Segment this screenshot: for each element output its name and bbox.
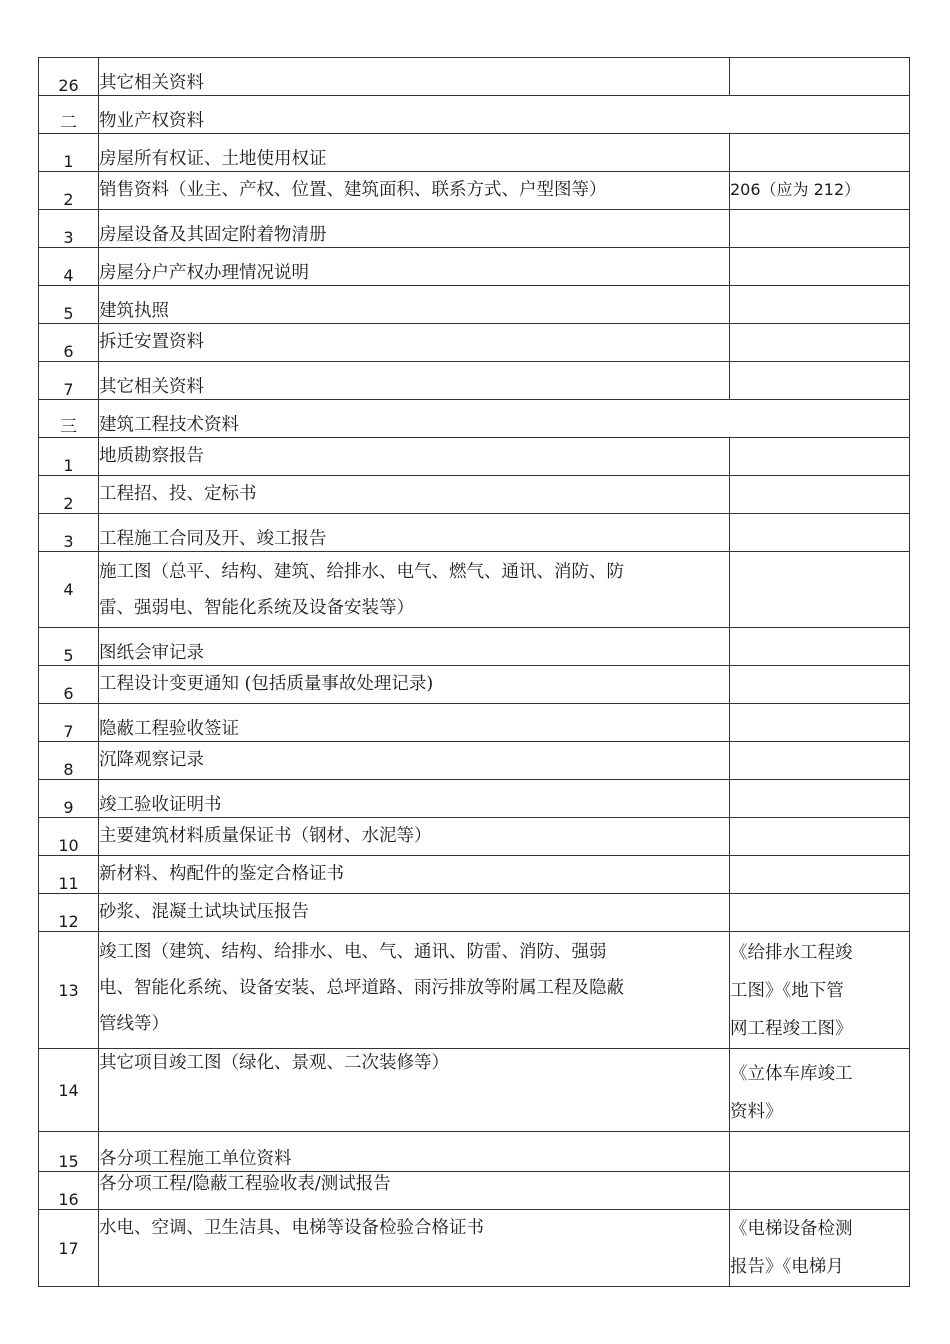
table-row <box>39 514 910 552</box>
row-note <box>730 476 910 514</box>
row-number: 5 <box>39 286 99 324</box>
table-row <box>39 476 910 514</box>
row-number: 8 <box>39 742 99 780</box>
row-content: 其它相关资料 <box>99 362 730 400</box>
table-row <box>39 818 910 856</box>
row-content: 地质勘察报告 <box>99 438 730 476</box>
row-number: 7 <box>39 362 99 400</box>
note-line: 资料》 <box>730 1102 783 1122</box>
row-note <box>730 666 910 704</box>
document-table <box>38 57 910 1287</box>
section-title: 物业产权资料 <box>99 96 910 134</box>
row-note <box>730 1132 910 1172</box>
row-number: 14 <box>39 1049 99 1132</box>
row-content: 新材料、构配件的鉴定合格证书 <box>99 856 730 894</box>
content-line: 电、智能化系统、设备安装、总坪道路、雨污排放等附属工程及隐蔽 <box>99 978 624 998</box>
row-note <box>730 818 910 856</box>
row-number: 17 <box>39 1210 99 1287</box>
table-row <box>39 1210 910 1287</box>
row-number: 16 <box>39 1172 99 1210</box>
row-number: 4 <box>39 552 99 628</box>
row-content <box>99 552 730 628</box>
row-number: 2 <box>39 476 99 514</box>
table-row <box>39 1172 910 1210</box>
row-number: 3 <box>39 514 99 552</box>
row-number: 26 <box>39 58 99 96</box>
table-row <box>39 248 910 286</box>
row-content: 主要建筑材料质量保证书（钢材、水泥等） <box>99 818 730 856</box>
row-content: 竣工验收证明书 <box>99 780 730 818</box>
row-note: 206（应为 212） <box>730 172 910 210</box>
row-number: 1 <box>39 438 99 476</box>
row-content: 房屋所有权证、土地使用权证 <box>99 134 730 172</box>
note-line: 《电梯设备检测 <box>730 1219 853 1239</box>
section-number: 二 <box>39 96 99 134</box>
row-content: 拆迁安置资料 <box>99 324 730 362</box>
content-line: 竣工图（建筑、结构、给排水、电、气、通讯、防雷、消防、强弱 <box>99 942 607 962</box>
row-content: 其它相关资料 <box>99 58 730 96</box>
row-note <box>730 856 910 894</box>
row-number: 13 <box>39 932 99 1049</box>
note-line: 《立体车库竣工 <box>730 1064 853 1084</box>
row-note <box>730 248 910 286</box>
table-row <box>39 628 910 666</box>
row-note <box>730 894 910 932</box>
row-content: 砂浆、混凝土试块试压报告 <box>99 894 730 932</box>
table-row <box>39 438 910 476</box>
row-content: 其它项目竣工图（绿化、景观、二次装修等） <box>99 1049 730 1132</box>
table-row <box>39 362 910 400</box>
content-line: 施工图（总平、结构、建筑、给排水、电气、燃气、通讯、消防、防 <box>99 562 624 582</box>
row-content: 房屋设备及其固定附着物清册 <box>99 210 730 248</box>
row-content: 图纸会审记录 <box>99 628 730 666</box>
section-title: 建筑工程技术资料 <box>99 400 910 438</box>
row-note <box>730 210 910 248</box>
table-row <box>39 1049 910 1132</box>
row-note <box>730 1210 910 1287</box>
row-number: 6 <box>39 324 99 362</box>
row-content: 各分项工程/隐蔽工程验收表/测试报告 <box>99 1172 730 1210</box>
row-note <box>730 286 910 324</box>
row-number: 3 <box>39 210 99 248</box>
table-row <box>39 894 910 932</box>
row-number: 4 <box>39 248 99 286</box>
table-row <box>39 58 910 96</box>
note-line: 网工程竣工图》 <box>730 1019 853 1039</box>
row-content: 各分项工程施工单位资料 <box>99 1132 730 1172</box>
row-note <box>730 628 910 666</box>
section-row <box>39 96 910 134</box>
section-number: 三 <box>39 400 99 438</box>
row-number: 10 <box>39 818 99 856</box>
row-number: 1 <box>39 134 99 172</box>
table-row <box>39 856 910 894</box>
row-number: 7 <box>39 704 99 742</box>
row-content: 工程设计变更通知 (包括质量事故处理记录) <box>99 666 730 704</box>
row-number: 11 <box>39 856 99 894</box>
row-number: 6 <box>39 666 99 704</box>
section-row <box>39 400 910 438</box>
row-number: 12 <box>39 894 99 932</box>
row-note <box>730 58 910 96</box>
table-row <box>39 210 910 248</box>
row-number: 9 <box>39 780 99 818</box>
table-row <box>39 742 910 780</box>
table-row <box>39 172 910 210</box>
note-line: 工图》《地下管 <box>730 981 844 1001</box>
table-row <box>39 324 910 362</box>
row-content: 隐蔽工程验收签证 <box>99 704 730 742</box>
row-note <box>730 1049 910 1132</box>
row-note <box>730 438 910 476</box>
table-row <box>39 780 910 818</box>
row-content: 销售资料（业主、产权、位置、建筑面积、联系方式、户型图等） <box>99 172 730 210</box>
table-row <box>39 932 910 1049</box>
row-content: 建筑执照 <box>99 286 730 324</box>
table-row <box>39 552 910 628</box>
table-row <box>39 666 910 704</box>
table-row <box>39 704 910 742</box>
row-note <box>730 704 910 742</box>
note-line: 报告》《电梯月 <box>730 1257 844 1277</box>
row-note <box>730 134 910 172</box>
table-row <box>39 1132 910 1172</box>
row-note <box>730 324 910 362</box>
row-note <box>730 932 910 1049</box>
row-note <box>730 362 910 400</box>
row-number: 2 <box>39 172 99 210</box>
row-content: 房屋分户产权办理情况说明 <box>99 248 730 286</box>
row-note <box>730 514 910 552</box>
row-note <box>730 780 910 818</box>
row-note <box>730 1172 910 1210</box>
row-content <box>99 932 730 1049</box>
note-line: 《给排水工程竣 <box>730 943 853 963</box>
table-row <box>39 134 910 172</box>
row-number: 5 <box>39 628 99 666</box>
row-number: 15 <box>39 1132 99 1172</box>
row-note <box>730 552 910 628</box>
table-row <box>39 286 910 324</box>
row-content: 工程招、投、定标书 <box>99 476 730 514</box>
row-content: 工程施工合同及开、竣工报告 <box>99 514 730 552</box>
content-line: 管线等） <box>99 1014 169 1034</box>
content-line: 雷、强弱电、智能化系统及设备安装等） <box>99 598 414 618</box>
row-note <box>730 742 910 780</box>
row-content: 沉降观察记录 <box>99 742 730 780</box>
row-content: 水电、空调、卫生洁具、电梯等设备检验合格证书 <box>99 1210 730 1287</box>
